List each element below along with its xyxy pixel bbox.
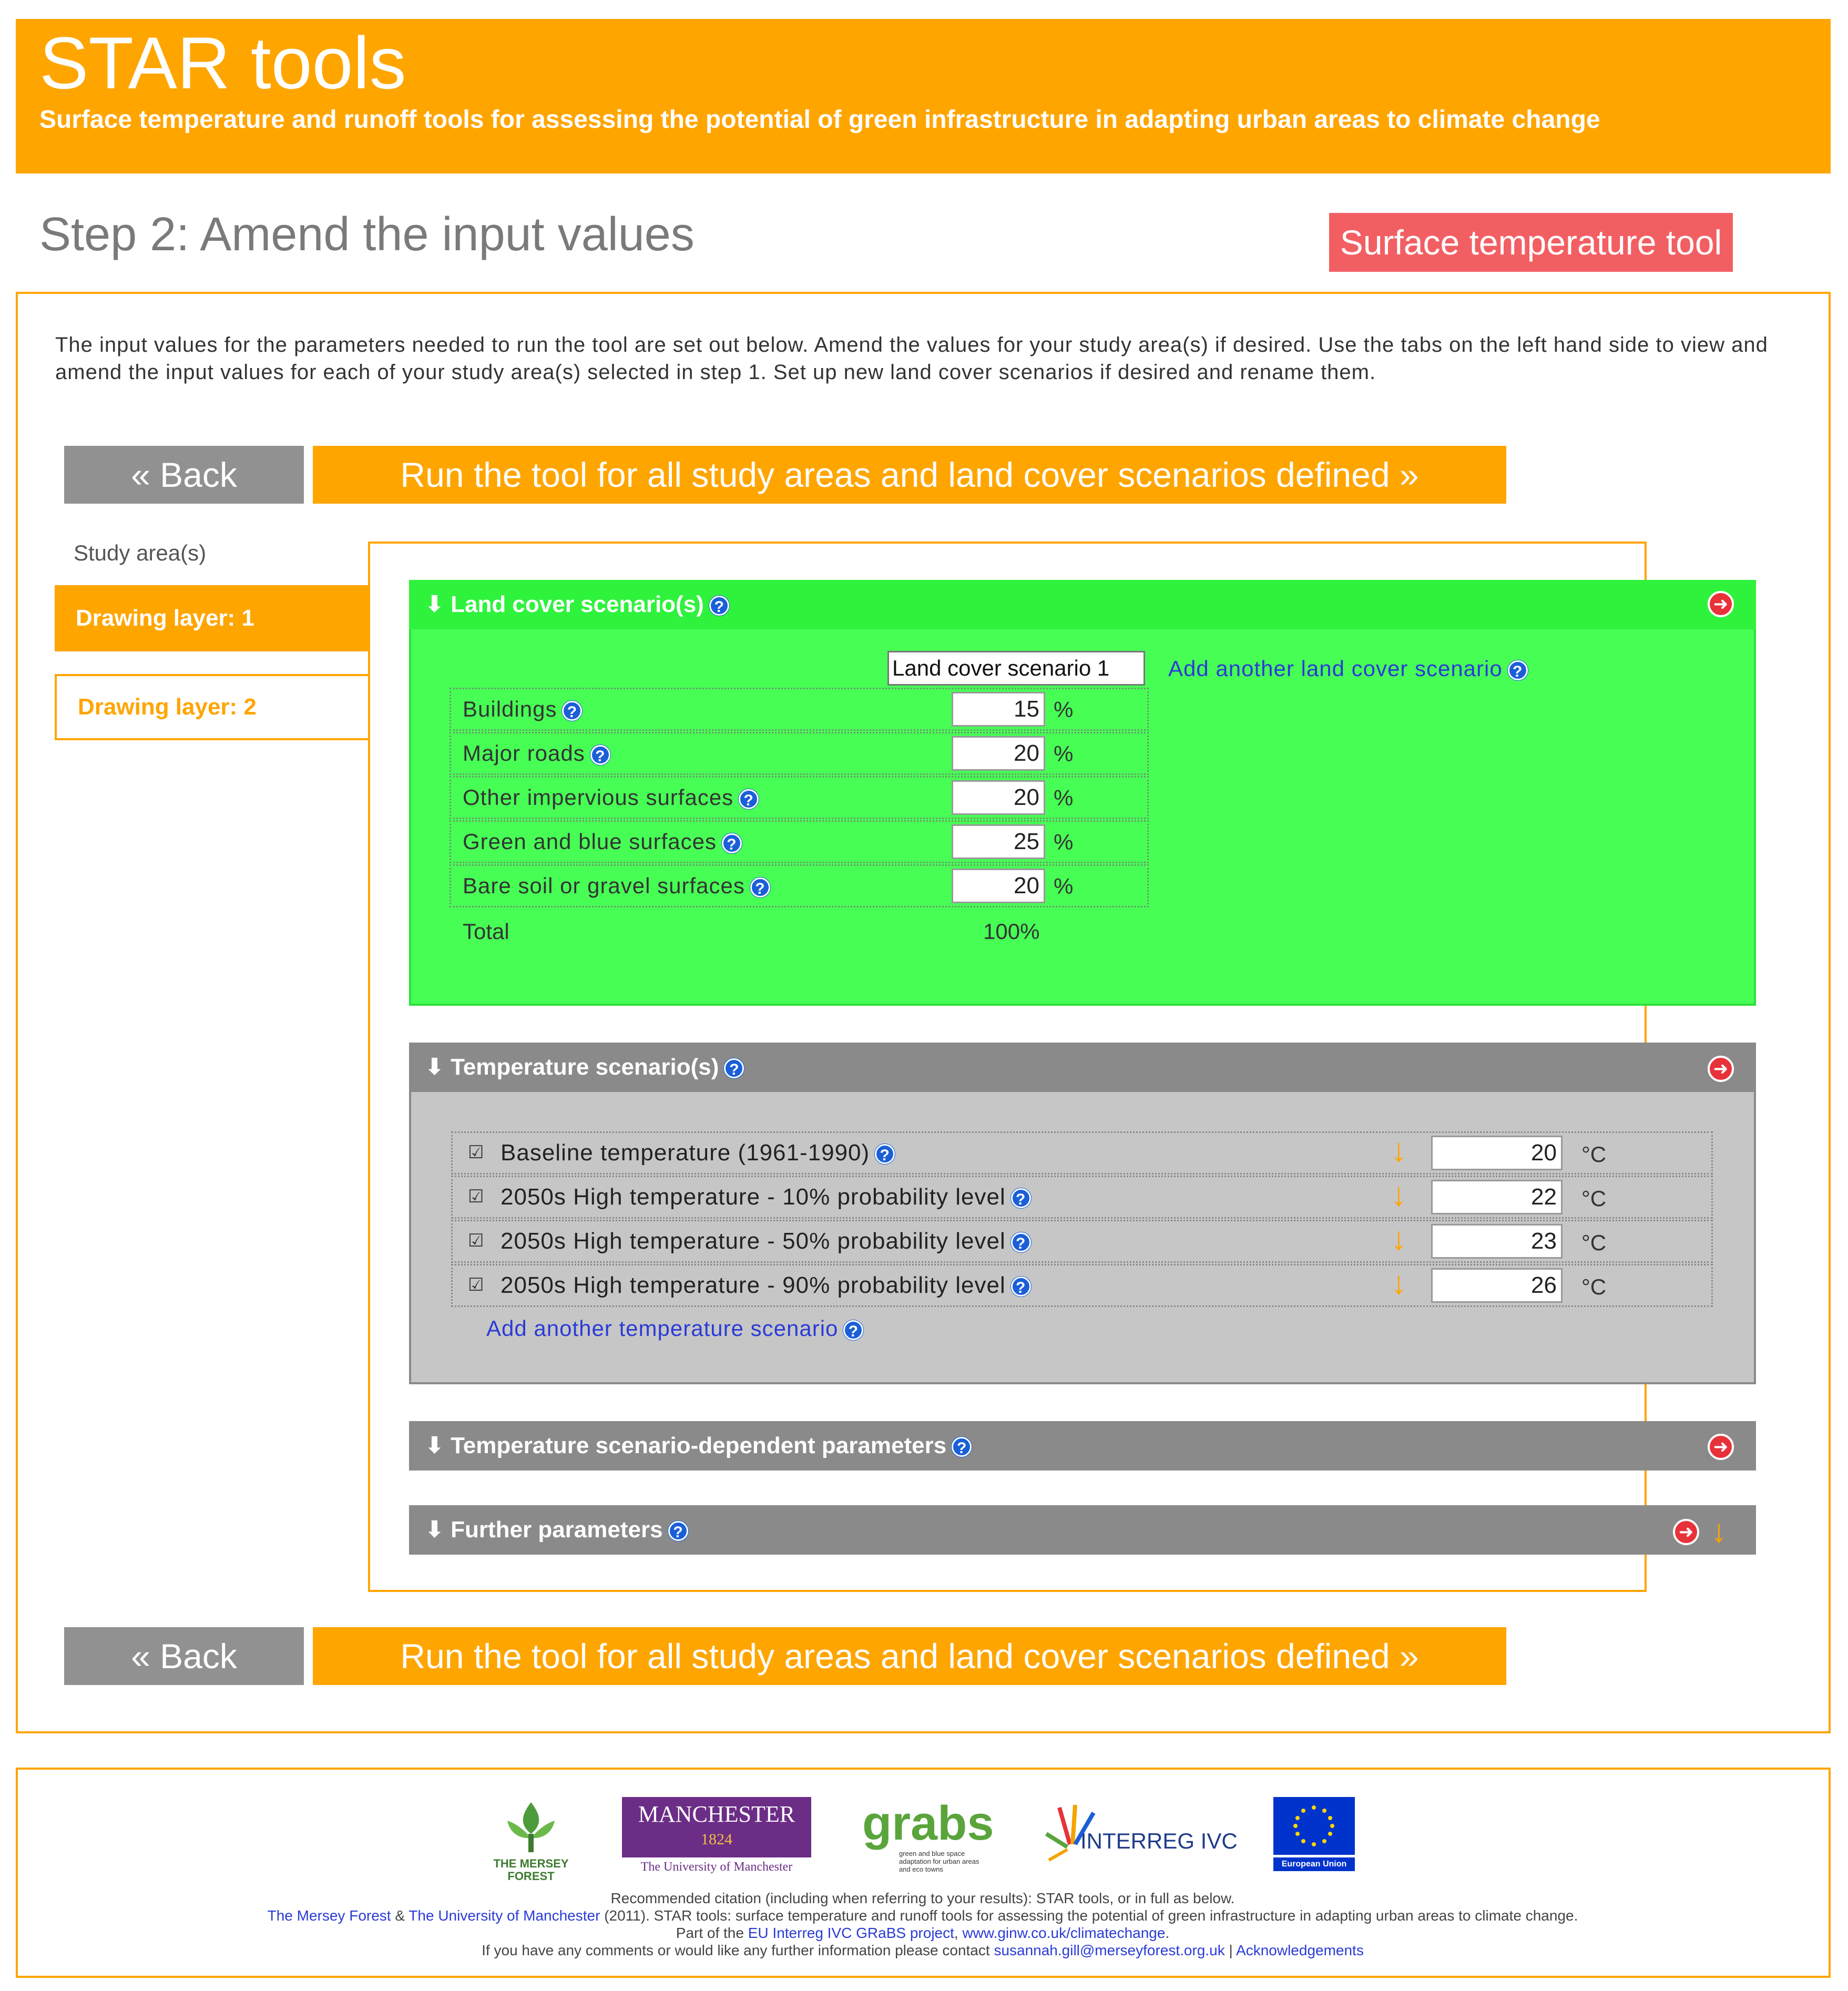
help-icon[interactable]: ? [952, 1437, 972, 1457]
major-roads-input[interactable]: 20 [952, 736, 1045, 771]
help-icon[interactable]: ? [1011, 1232, 1031, 1252]
help-icon[interactable]: ? [668, 1521, 688, 1541]
percent-unit: % [1054, 874, 1074, 898]
run-tool-button-top[interactable]: Run the tool for all study areas and land cover scenarios defined » [313, 446, 1506, 504]
add-temperature-scenario-link[interactable]: Add another temperature scenario ? [486, 1316, 863, 1341]
remove-icon[interactable]: ➜ [1673, 1519, 1699, 1545]
manchester-logo[interactable]: MANCHESTER 1824 The University of Manchester [622, 1797, 811, 1876]
arrow-down-icon[interactable]: ↓ [1711, 1513, 1727, 1549]
tool-badge: Surface temperature tool [1329, 213, 1733, 272]
land-cover-label: Other impervious surfaces ? [463, 776, 759, 819]
scenario-dependent-heading: Temperature scenario-dependent parameters [451, 1433, 947, 1458]
temperature-heading: Temperature scenario(s) [451, 1054, 719, 1080]
collapse-arrow-icon: ⬇ [425, 591, 444, 617]
celsius-unit: °C [1581, 1186, 1607, 1211]
help-icon[interactable]: ? [724, 1058, 744, 1078]
climatechange-url-link[interactable]: www.ginw.co.uk/climatechange [962, 1925, 1166, 1941]
further-parameters-heading: Further parameters [451, 1517, 663, 1543]
acknowledgements-link[interactable]: Acknowledgements [1236, 1942, 1364, 1958]
app-title: STAR tools [39, 22, 406, 104]
help-icon[interactable]: ? [843, 1320, 863, 1340]
back-button-bottom[interactable]: « Back [64, 1627, 304, 1685]
other-impervious-input[interactable]: 20 [952, 780, 1045, 815]
checkbox-checked-icon[interactable]: ☑ [468, 1142, 484, 1162]
remove-icon[interactable]: ➜ [1708, 591, 1734, 617]
page-title: Step 2: Amend the input values [39, 208, 695, 261]
remove-icon[interactable]: ➜ [1708, 1056, 1734, 1082]
percent-unit: % [1054, 697, 1074, 722]
collapse-arrow-icon: ⬇ [425, 1433, 444, 1458]
help-icon[interactable]: ? [709, 596, 729, 616]
intro-text: The input values for the parameters needed to run the tool are set out below. Amend the values for your study area(s) if desired. Use the tabs on the left hand side to view and amend the input values for each of your study area(s) selected in step 1. Set up new land cover scenarios if desired and rename them. [55, 333, 1768, 384]
checkbox-checked-icon[interactable]: ☑ [468, 1187, 484, 1207]
temperature-50pct-input[interactable]: 23 [1431, 1224, 1563, 1259]
help-icon[interactable]: ? [739, 789, 759, 809]
help-icon[interactable]: ? [722, 833, 742, 853]
temperature-label: 2050s High temperature - 90% probability level ? [501, 1264, 1031, 1307]
help-icon[interactable]: ? [590, 745, 610, 765]
land-cover-label: Bare soil or gravel surfaces ? [463, 864, 770, 907]
arrow-down-icon[interactable]: ↓ [1391, 1221, 1407, 1257]
collapse-arrow-icon: ⬇ [425, 1054, 444, 1080]
interreg-logo[interactable]: INTERREG IVC [1044, 1797, 1217, 1876]
arrow-down-icon[interactable]: ↓ [1391, 1177, 1407, 1213]
help-icon[interactable]: ? [1011, 1277, 1031, 1296]
tab-drawing-layer-1[interactable]: Drawing layer: 1 [55, 585, 370, 651]
temperature-label: Baseline temperature (1961-1990) ? [501, 1131, 895, 1175]
checkbox-checked-icon[interactable]: ☑ [468, 1275, 484, 1295]
help-icon[interactable]: ? [750, 877, 770, 897]
celsius-unit: °C [1581, 1274, 1607, 1299]
total-value: 100% [983, 919, 1040, 944]
arrow-down-icon[interactable]: ↓ [1391, 1132, 1407, 1169]
scenario-dependent-header[interactable] [409, 1421, 1756, 1471]
land-cover-heading: Land cover scenario(s) [451, 591, 704, 617]
land-cover-label: Major roads ? [463, 732, 610, 775]
citation-line: The Mersey Forest & The University of Manchester (2011). STAR tools: surface temperature and runoff tools for assessing the potential of green infrastructure in adapting urban areas to climate change. [267, 1907, 1578, 1924]
buildings-input[interactable]: 15 [952, 692, 1045, 727]
mersey-forest-link[interactable]: The Mersey Forest [267, 1907, 391, 1924]
grabs-project-link[interactable]: EU Interreg IVC GRaBS project [748, 1925, 954, 1941]
total-label: Total [463, 919, 509, 944]
celsius-unit: °C [1581, 1230, 1607, 1255]
bare-soil-input[interactable]: 20 [952, 869, 1045, 903]
study-area-label: Study area(s) [74, 540, 207, 565]
contact-email-link[interactable]: susannah.gill@merseyforest.org.uk [994, 1942, 1225, 1958]
university-link[interactable]: The University of Manchester [409, 1907, 600, 1924]
eu-logo[interactable]: European Union [1273, 1797, 1355, 1876]
land-cover-label: Green and blue surfaces ? [463, 820, 742, 863]
celsius-unit: °C [1581, 1142, 1607, 1167]
checkbox-checked-icon[interactable]: ☑ [468, 1231, 484, 1251]
contact-line: If you have any comments or would like any further information please contact susannah.gill@merseyforest.org.uk | Acknowledgements [482, 1942, 1364, 1958]
percent-unit: % [1054, 830, 1074, 854]
remove-icon[interactable]: ➜ [1708, 1434, 1734, 1460]
help-icon[interactable]: ? [1011, 1188, 1031, 1208]
temperature-90pct-input[interactable]: 26 [1431, 1268, 1563, 1303]
tree-icon [486, 1797, 576, 1855]
arrow-down-icon[interactable]: ↓ [1391, 1265, 1407, 1301]
temperature-10pct-input[interactable]: 22 [1431, 1180, 1563, 1214]
land-cover-header[interactable] [409, 580, 1756, 629]
help-icon[interactable]: ? [875, 1144, 895, 1164]
land-cover-label: Buildings ? [463, 688, 582, 731]
percent-unit: % [1054, 785, 1074, 810]
scenario-name-input[interactable]: Land cover scenario 1 [887, 651, 1145, 686]
run-tool-button-bottom[interactable]: Run the tool for all study areas and land cover scenarios defined » [313, 1627, 1506, 1685]
grabs-logo[interactable]: grabs green and blue space adaptation for urban areas and eco towns [862, 1796, 994, 1873]
collapse-arrow-icon: ⬇ [425, 1517, 444, 1543]
tab-drawing-layer-2[interactable]: Drawing layer: 2 [55, 674, 370, 740]
further-parameters-header[interactable] [409, 1505, 1756, 1555]
eu-flag-icon [1273, 1797, 1355, 1855]
temperature-label: 2050s High temperature - 10% probability level ? [501, 1176, 1031, 1219]
project-line: Part of the EU Interreg IVC GRaBS project, www.ginw.co.uk/climatechange. [676, 1925, 1170, 1941]
temperature-label: 2050s High temperature - 50% probability level ? [501, 1220, 1031, 1263]
help-icon[interactable]: ? [562, 701, 582, 721]
temperature-header[interactable] [409, 1043, 1756, 1092]
back-button-top[interactable]: « Back [64, 446, 304, 504]
baseline-temperature-input[interactable]: 20 [1431, 1136, 1563, 1170]
green-blue-input[interactable]: 25 [952, 824, 1045, 859]
app-subtitle: Surface temperature and runoff tools for assessing the potential of green infrastructure in adapting urban areas to climate change [39, 106, 1600, 134]
add-land-cover-scenario-link[interactable]: Add another land cover scenario ? [1168, 656, 1528, 681]
help-icon[interactable]: ? [1508, 660, 1528, 680]
mersey-forest-logo[interactable]: THE MERSEY FOREST [486, 1797, 576, 1876]
citation-note: Recommended citation (including when referring to your results): STAR tools, or in full as below. [610, 1890, 1235, 1906]
percent-unit: % [1054, 741, 1074, 766]
footer-text [53, 1890, 1793, 1959]
